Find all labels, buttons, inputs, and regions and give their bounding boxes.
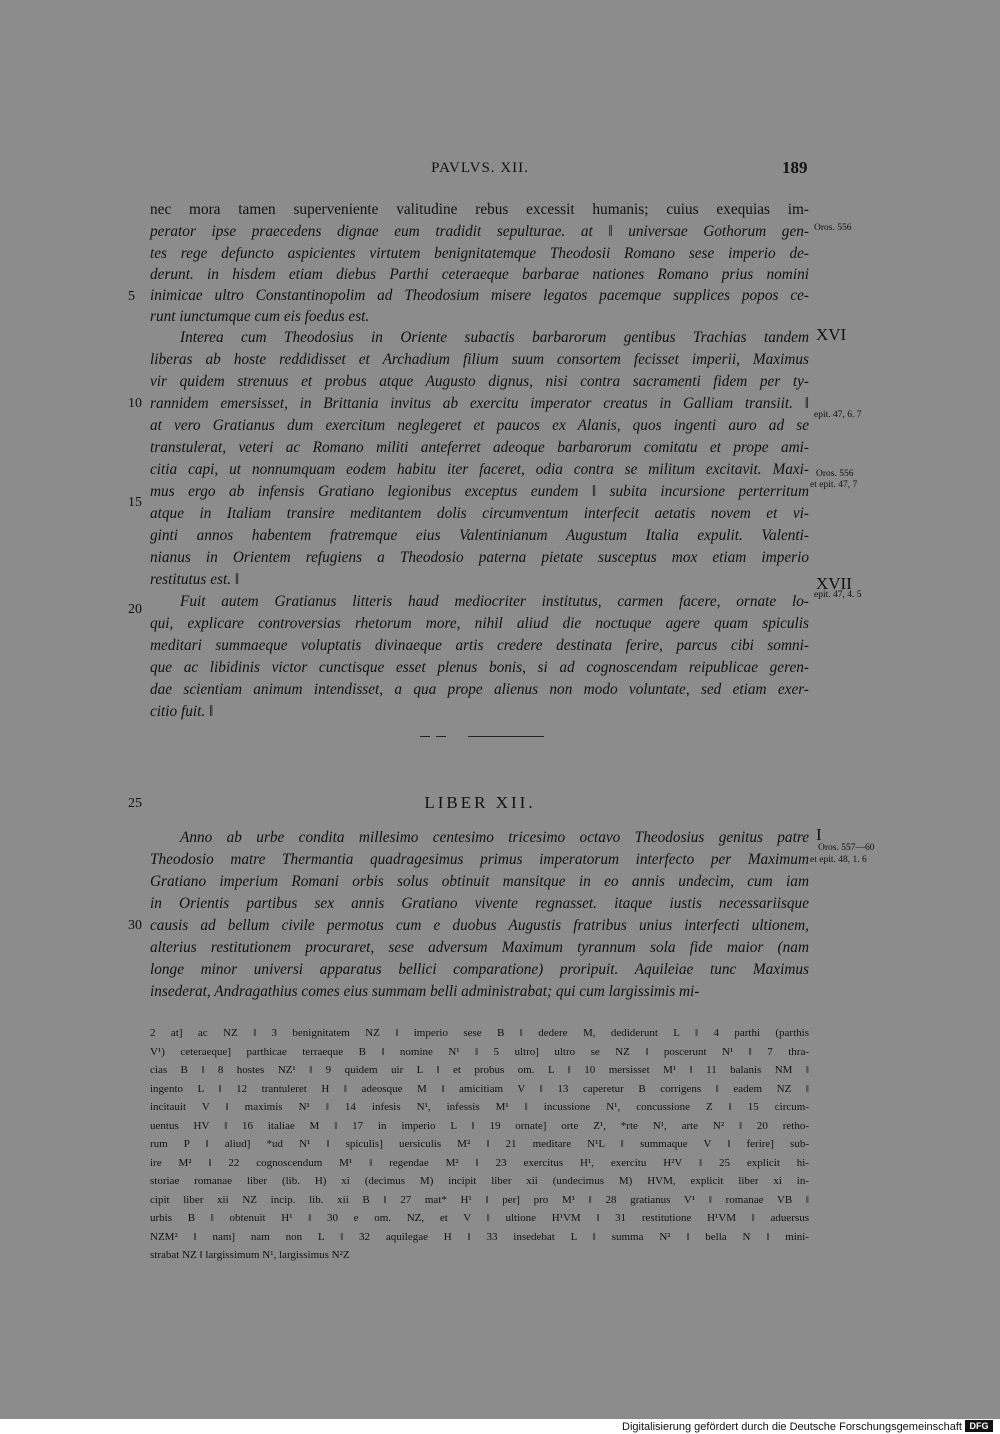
section-numeral: I (816, 825, 822, 844)
text-line: inimicae ultro Constantinopolim ad Theodosium misere legatos pacemque supplices popos ce- (150, 287, 809, 304)
line-number: 25 (128, 796, 142, 811)
text-line: at vero Gratianus dum exercitum neglegeret et paucos ex Alanis, quos ingenti auro ad se (150, 417, 809, 434)
text-line: transtulerat, veteri ac Romano militi anteferret adeoque barbarorum comitatu et prope ami- (150, 439, 809, 456)
text-line: citia capi, ut nonnumquam eodem habitu iter faceret, odia contra se militum excitavit. Maxi- (150, 461, 809, 478)
apparatus-line: 2 at] ac NZ ‖ 3 benignitatem NZ ‖ imperio sese B ‖ dedere M, dediderunt L ‖ 4 parthi (parthis (150, 1027, 809, 1039)
apparatus-line: ingento L ‖ 12 trantuleret H ‖ adeosque M ‖ amicitiam V ‖ 13 caperetur B corrigens ‖ eadem NZ ‖ (150, 1082, 809, 1095)
line-number: 15 (128, 495, 142, 510)
text-line: derunt. in hisdem etiam diebus Parthi ceteraeque barbarae nationes Romano prius nomini (150, 266, 809, 283)
text-line: que ac libidinis victor cunctisque esset plenus bonis, si ad cognoscendam reipublicae geren- (150, 659, 809, 676)
text-line: nec mora tamen superveniente valitudine rebus excessit humanis; cuius exequias im- (150, 201, 809, 218)
section-numeral: XVII (816, 574, 852, 593)
section-separator (420, 736, 545, 738)
line-number: 30 (128, 918, 142, 933)
text-line: perator ipse praecedens dignae eum tradidit sepulturae. at ‖ universae Gothorum gen- (150, 223, 809, 240)
text-line: citio fuit. ‖ (150, 703, 214, 720)
line-number: 5 (128, 289, 135, 304)
source-reference: Oros. 557—60 (818, 843, 875, 853)
source-reference: epit. 47, 4. 5 (814, 590, 862, 600)
text-line: causis ad bellum civile permotus cum e duobus Augustis fratribus unius interfecti ultionem, (150, 917, 809, 934)
apparatus-line: NZM² ‖ nam] nam non L ‖ 32 aquilegae H ‖ 33 insedebat L ‖ summa N² ‖ bella N ‖ mini- (150, 1230, 809, 1243)
apparatus-line: uentus HV ‖ 16 italiae M ‖ 17 in imperio L ‖ 19 ornate] orte Z¹, *rte N¹, arte N² ‖ 20 retho- (150, 1119, 809, 1132)
text-line: liberas ab hoste reddidisset et Archadium filium suum consortem fecisset imperii, Maximus (150, 351, 809, 368)
text-line: tes rege defuncto aspicientes virtutem benignitatemque Theodosii Romano sese imperio de- (150, 245, 809, 262)
apparatus-line: storiae romanae liber (lib. H) xi (decimus M) incipit liber xii (undecimus M) HVM, explicit liber xi in- (150, 1175, 809, 1187)
source-reference: et epit. 48, 1. 6 (810, 855, 867, 865)
text-line: nianus in Orientem refugiens a Theodosio paterna pietate susceptus mox etiam imperio (150, 549, 809, 566)
apparatus-line: cias B ‖ 8 hostes NZ¹ ‖ 9 quidem uir L ‖ et probus om. L ‖ 10 mersisset M¹ ‖ 11 balanis NM ‖ (150, 1064, 809, 1076)
apparatus-line: rum P ‖ aliud] *ud N¹ ‖ spiculis] uersiculis M² ‖ 21 meditare N¹L ‖ summaque V ‖ ferire] sub- (150, 1138, 809, 1150)
text-line: atque in Italiam transire meditantem dolis circumventum interfecit aetatis novem et vi- (150, 505, 809, 522)
funding-credit: Digitalisierung gefördert durch die Deutsche Forschungsgemeinschaft (622, 1421, 962, 1433)
book-heading: LIBER XII. (424, 793, 536, 812)
text-line: ginti annos habentem fratremque eius Valentinianum Augustum Italia expulit. Valenti- (150, 527, 809, 544)
text-line: longe minor universi apparatus bellici comparatione) proripuit. Aquileiae tunc Maximus (150, 961, 809, 978)
text-line: rannidem emersisset, in Brittania invitus ab exercitu imperator creatus in Galliam transiit. ‖ (150, 395, 809, 412)
source-reference: Oros. 556 (816, 469, 854, 479)
apparatus-line: cipit liber xii NZ incip. lib. xii B ‖ 27 mat* H¹ ‖ per] pro M¹ ‖ 28 gratianus V¹ ‖ romanae VB ‖ (150, 1193, 809, 1206)
apparatus-line: V¹) ceteraeque] parthicae terraeque B ‖ nomine N¹ ‖ 5 ultro] ultro se NZ ‖ poscerunt N¹ ‖ 7 thra- (150, 1045, 809, 1058)
running-title: PAVLVS. XII. (431, 160, 529, 176)
apparatus-line: strabat NZ ‖ largissimum N¹, largissimus N²Z (150, 1249, 350, 1261)
text-line: dae scientiam animum intendisset, a qua prope alienus non modo voluntate, sed etiam exer- (150, 681, 809, 698)
text-line: insederat, Andragathius comes eius summam belli administrabat; qui cum largissimis mi- (150, 983, 700, 1000)
text-line: vir quidem strenuus et probus atque Augusto dignus, nisi contra sacramenti fidem per ty- (150, 373, 809, 390)
text-line: meditari summaeque voluptatis divinaeque artis credere destinata ferire, parcus cibi somni- (150, 637, 809, 654)
source-reference: Oros. 556 (814, 223, 852, 233)
text-line: restitutus est. ‖ (150, 571, 240, 588)
text-line: runt iunctumque cum eis foedus est. (150, 308, 370, 325)
text-line: alterius restitutionem procuraret, sese adversum Maximum tyrannum sola fide maior (nam (150, 939, 809, 956)
text-line: Interea cum Theodosius in Oriente subactis barbarorum gentibus Trachias tandem (180, 329, 809, 346)
line-number: 20 (128, 602, 142, 617)
text-line: qui, explicare controversias rhetorum more, nihil aliud die noctuque agere quam spiculis (150, 615, 809, 632)
text-line: Theodosio matre Thermantia quadragesimus primus imperatorum interfecto per Maximum (150, 851, 809, 868)
dfg-logo: DFG (965, 1420, 993, 1432)
text-line: in Orientis partibus sex annis Gratiano vivente regnasset. itaque iustis necessariisque (150, 895, 809, 912)
text-line: mus ergo ab infensis Gratiano legionibus exceptus eundem ‖ subita incursione perterritum (150, 483, 809, 500)
line-number: 10 (128, 396, 142, 411)
section-numeral: XVI (816, 325, 847, 344)
source-reference: epit. 47, 6. 7 (814, 410, 862, 420)
apparatus-line: ire M² ‖ 22 cognoscendum M¹ ‖ regendae M² ‖ 23 exercitus H¹, exercitu H²V ‖ 25 explicit hi- (150, 1156, 809, 1169)
text-line: Fuit autem Gratianus litteris haud mediocriter institutus, carmen facere, ornate lo- (180, 593, 809, 610)
page-number: 189 (782, 158, 808, 177)
text-line: Anno ab urbe condita millesimo centesimo tricesimo octavo Theodosius genitus patre (180, 829, 809, 846)
text-line: Gratiano imperium Romani orbis solus obtinuit mansitque in eo annis undecim, cum iam (150, 873, 809, 890)
apparatus-line: urbis B ‖ obtenuit H¹ ‖ 30 e om. NZ, et V ‖ ultione H¹VM ‖ 31 restitutione H¹VM ‖ aduersus (150, 1212, 809, 1224)
source-reference: et epit. 47, 7 (810, 480, 858, 490)
apparatus-line: incitauit V ‖ maximis N¹ ‖ 14 infesis N¹, infessis M¹ ‖ incussione N¹, concussione Z ‖ 15 circum- (150, 1101, 809, 1113)
